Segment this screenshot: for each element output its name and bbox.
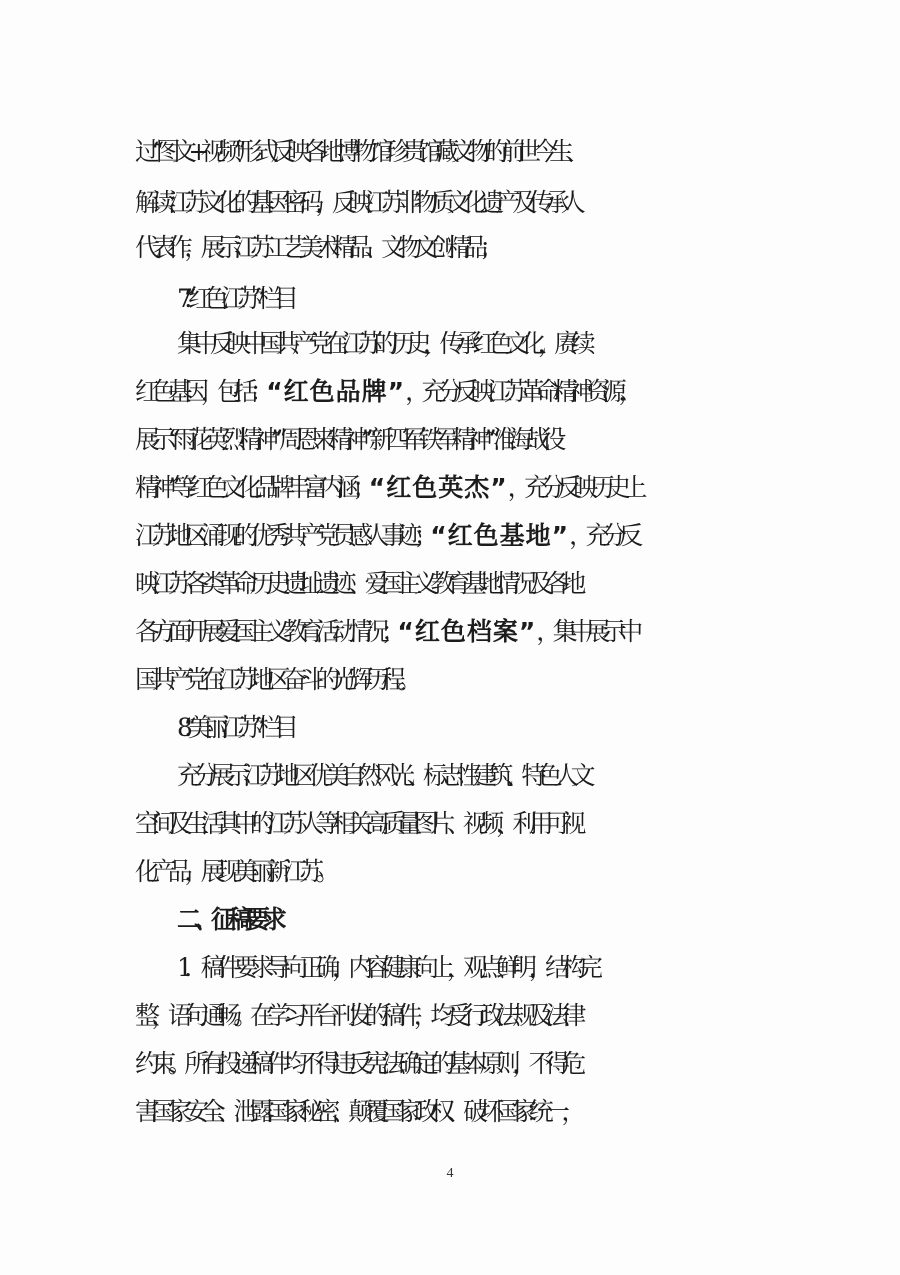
- body-text-line: 各方面开展爱国主义教育活动情况；“红色档案”，集中展示中: [135, 617, 635, 646]
- body-text-line: 害国家安全、泄露国家秘密、颠覆国家政权、破坏国家统一，: [135, 1097, 578, 1126]
- section-heading-submission-requirements: 二、征稿要求: [177, 905, 280, 934]
- body-text-line: 化产品，展现美丽新江苏。: [135, 857, 332, 886]
- body-text-line: 整，语句通畅。在学习平台刊发的稿件，均受行政法规及法律: [135, 1001, 578, 1030]
- body-text-line: 映江苏各类革命历史遗址遗迹、爱国主义教育基地情况及各地: [135, 569, 578, 598]
- body-text-line: 国共产党在江苏地区奋斗的光辉历程。: [135, 665, 414, 694]
- section-heading-red-jiangsu: 7.“红色江苏”栏目: [177, 284, 291, 313]
- body-text-line: 约束。所有投递稿件均不得违反宪法确定的基本原则，不得危: [135, 1049, 578, 1078]
- body-text-line: 解读江苏文化的基因密码，反映江苏非物质文化遗产及传承 人: [135, 188, 578, 217]
- bold-term: “红色英杰”: [368, 473, 508, 502]
- bold-term: “红色档案”: [397, 617, 537, 646]
- bold-term: “红色基地”: [430, 521, 570, 550]
- body-text-line: 精神”等红色文化品牌丰富内涵；“红色英杰”，充分反映历史上: [135, 473, 639, 502]
- page-number: 4: [446, 1166, 454, 1181]
- section-heading-beautiful-jiangsu: 8.“美丽江苏”栏目: [177, 713, 291, 742]
- body-text-line: 过“图文+视频”形式反映各地博物馆珍贵馆藏文物的前世今生 、: [135, 137, 582, 166]
- body-text-line: 江苏地区涌现的优秀共产党员感人事迹；“红色基地”，充分反: [135, 521, 635, 550]
- body-text-line: 充分展示江苏地区优美自然风光、标志性建筑、特色人文: [177, 761, 588, 790]
- body-text-line: 集中反映中国共产党在江苏的历史，传承红色文化，赓续: [177, 329, 588, 358]
- body-text-line: 代表作，展示江苏工艺美术精品、文物文创精品；: [135, 233, 496, 262]
- bold-term: “红色品牌”: [266, 377, 406, 406]
- body-text-line: 展示“雨花英烈精神”“周恩来精神”“新四军铁军精神”“淮海战役: [135, 425, 558, 454]
- body-text-line: 空间及生活其中的江苏人等相关高质量图片、视频，利用可视: [135, 809, 578, 838]
- body-text-line: 红色基因，包括：“红色品牌”，充分反映江苏革命精神资源，: [135, 377, 635, 406]
- body-text-line: 1．稿件要求导向正确，内容健康向上，观点鲜明，结构完: [177, 953, 595, 982]
